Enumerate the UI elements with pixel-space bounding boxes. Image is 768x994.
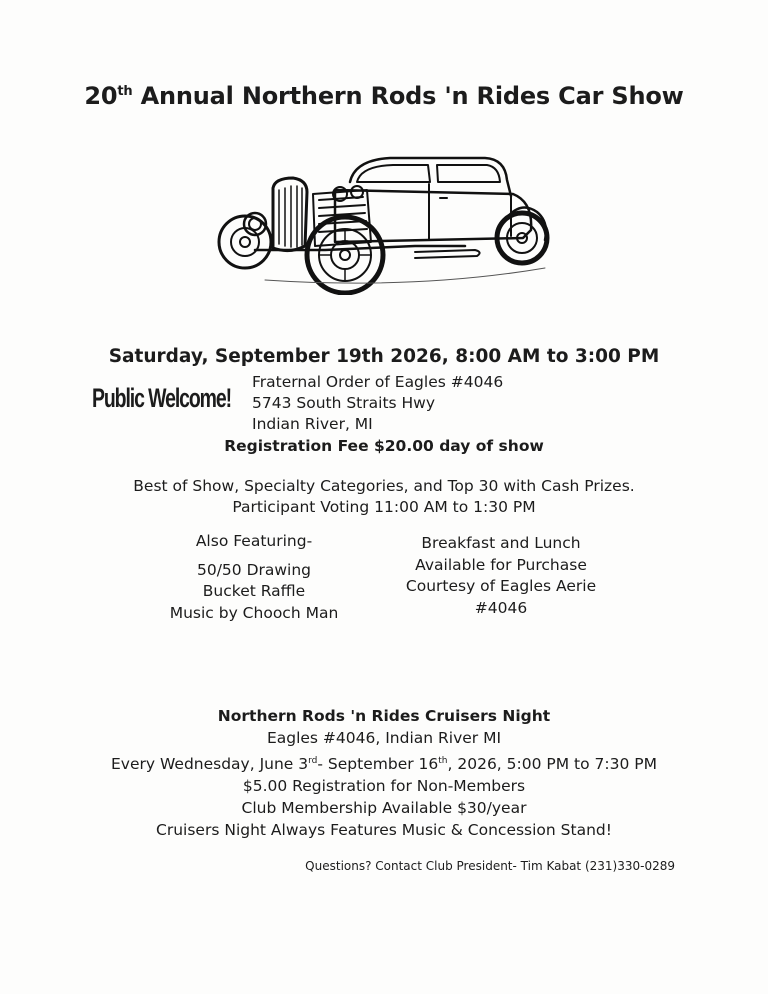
cruisers-location: Eagles #4046, Indian River MI (266, 729, 502, 748)
prizes-line: Best of Show, Specialty Categories, and Top 30 with Cash Prizes. (133, 477, 635, 495)
event-date: Saturday, September 19th 2026, 8:00 AM to 3:00 PM (108, 346, 660, 367)
venue-address (252, 372, 503, 435)
prizes-info (0, 476, 768, 518)
featuring-item: Bucket Raffle (202, 582, 306, 600)
cruisers-membership: Club Membership Available $30/year (241, 799, 527, 818)
food-line: Courtesy of Eagles Aerie (405, 577, 597, 595)
public-welcome-banner: Public Welcome! (92, 383, 232, 413)
cruisers-night-section (0, 705, 768, 842)
featuring-item: 50/50 Drawing (196, 560, 312, 579)
food-line: Breakfast and Lunch (421, 534, 581, 552)
registration-fee: Registration Fee $20.00 day of show (224, 437, 544, 455)
venue-name: Fraternal Order of Eagles #4046 (252, 373, 504, 391)
cruisers-music: Cruisers Night Always Features Music & Concession Stand! (156, 821, 612, 840)
also-featuring (164, 531, 344, 624)
cruisers-heading: Northern Rods 'n Rides Cruisers Night (217, 707, 551, 725)
featuring-item: Music by Chooch Man (169, 603, 339, 622)
food-line: Available for Purchase (415, 555, 587, 574)
cruisers-schedule: Every Wednesday, June 3rd- September 16th, 2026, 5:00 PM to 7:30 PM (111, 754, 657, 773)
hot-rod-car-illustration (215, 150, 555, 295)
food-info (392, 533, 610, 619)
contact-info: Questions? Contact Club President- Tim Kabat (231)330-0289 (305, 859, 675, 873)
food-line: #4046 (474, 598, 528, 617)
cruisers-registration: $5.00 Registration for Non-Members (242, 776, 526, 795)
featuring-heading: Also Featuring- (195, 532, 313, 550)
voting-line: Participant Voting 11:00 AM to 1:30 PM (232, 498, 536, 516)
venue-city: Indian River, MI (252, 415, 373, 433)
venue-street: 5743 South Straits Hwy (252, 394, 436, 412)
flyer-title: 20th Annual Northern Rods 'n Rides Car Show (84, 82, 684, 110)
